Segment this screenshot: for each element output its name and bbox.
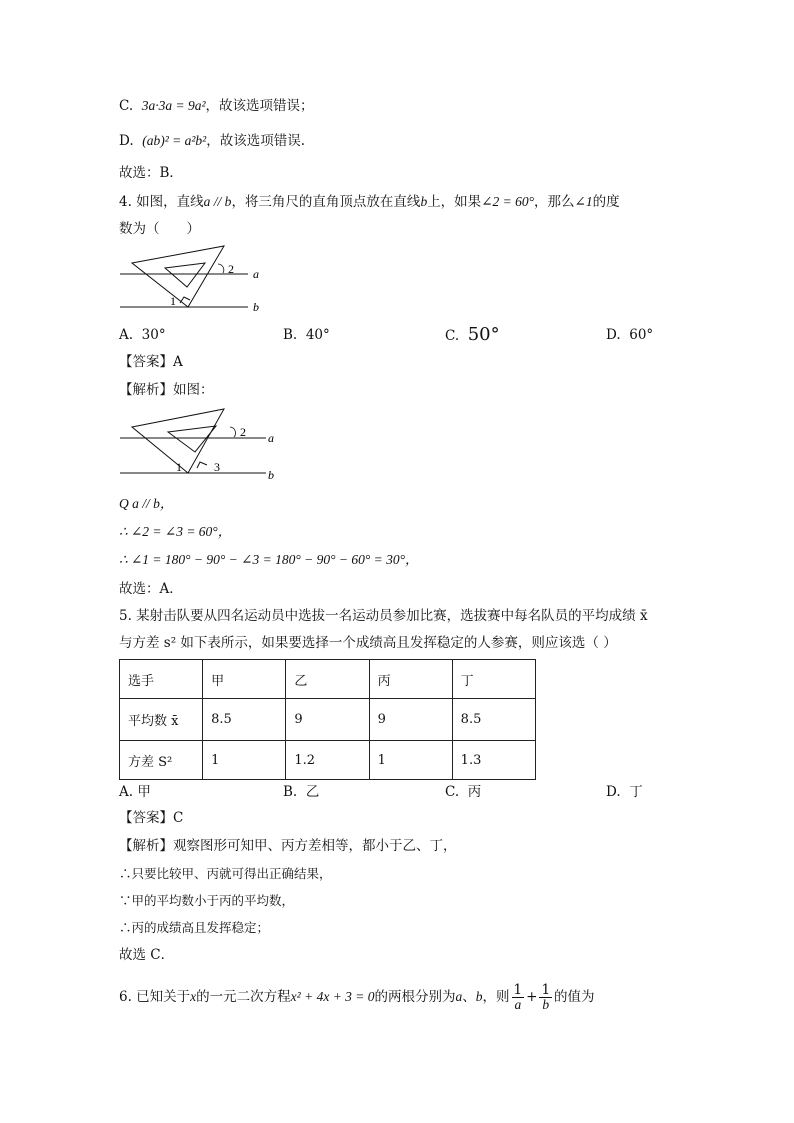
q4-stem-line2: 数为（ ）: [119, 221, 200, 237]
label-1: 1: [170, 294, 176, 308]
q4-option-a: A. 30°: [119, 327, 166, 343]
table-cell: 乙: [286, 660, 369, 699]
q5-option-b: B. 乙: [283, 784, 320, 800]
table-cell: 8.5: [452, 699, 535, 741]
q4-option-b: B. 40°: [283, 327, 330, 343]
angle-2-arc: [218, 264, 224, 273]
q4-option-d: D. 60°: [606, 327, 654, 343]
label-2: 2: [240, 425, 246, 439]
q4-option-c: C. 50°: [445, 324, 500, 345]
q4-analysis-head: 【解析】如图：: [119, 382, 214, 398]
q4-answer: 【答案】A: [119, 354, 183, 370]
set-square-inner: [165, 263, 205, 287]
table-header-row: [120, 660, 536, 699]
q5-option-a: A. 甲: [119, 784, 151, 800]
q4-step-1: Q a // b，: [119, 496, 174, 511]
label-a: a: [268, 431, 274, 445]
table-cell: 平均数 x̄: [120, 699, 203, 741]
angle-2-arc: [230, 427, 236, 437]
label-b: b: [268, 468, 274, 482]
table-cell: 9: [286, 699, 369, 741]
q5-step-1: ∴只要比较甲、丙就可得出正确结果，: [119, 866, 332, 881]
q6-stem: 6. 已知关于x的一元二次方程x² + 4x + 3 = 0的两根分别为a、b，则 $\frac{1}{a}$ + $\frac{1}{b}$ 的值为: [119, 982, 595, 1012]
table-cell: 8.5: [203, 699, 286, 741]
label-3: 3: [214, 460, 220, 474]
fraction-one-over-b: $\frac{1}{b}$: [541, 982, 551, 1012]
q5-step-3: ∴丙的成绩高且发挥稳定；: [119, 920, 270, 935]
option-c-expression: 3a·3a = 9a²: [141, 98, 206, 113]
label-a: a: [253, 267, 259, 281]
prev-answer: 故选：B．: [119, 165, 183, 181]
q5-stem-line2: 与方差 s² 如下表所示，如果要选择一个成绩高且发挥稳定的人参赛，则应该选（ ）: [119, 635, 617, 651]
label-2: 2: [228, 262, 234, 276]
table-row: [120, 741, 536, 780]
q4-step-2: ∴ ∠2 = ∠3 = 60°，: [119, 524, 232, 539]
table-cell: 丁: [452, 660, 535, 699]
q5-option-d: D. 丁: [606, 784, 643, 800]
q6-equation: x² + 4x + 3 = 0: [290, 989, 375, 1004]
q4-step-3: ∴ ∠1 = 180° − 90° − ∠3 = 180° − 90° − 60° = 30°，: [119, 552, 419, 567]
table-cell: 甲: [203, 660, 286, 699]
table-cell: 9: [369, 699, 452, 741]
table-cell: 1: [203, 741, 286, 780]
label-b: b: [253, 300, 259, 314]
table-cell: 1.3: [452, 741, 535, 780]
right-angle-mark: [197, 462, 207, 468]
table-cell: 1: [369, 741, 452, 780]
q4-figure: [118, 242, 278, 317]
q4-analysis-figure: [118, 405, 288, 485]
q5-step-2: ∵甲的平均数小于丙的平均数，: [119, 893, 295, 908]
option-c-line: C. 3a·3a = 9a²，故该选项错误；: [119, 98, 314, 114]
table-cell: 选手: [120, 660, 203, 699]
q5-stem: 5. 某射击队要从四名运动员中选拔一名运动员参加比赛，选拔赛中每名队员的平均成绩 x̄: [119, 608, 648, 624]
table-row: [120, 699, 536, 741]
table-cell: 方差 S²: [120, 741, 203, 780]
q5-option-c: C. 丙: [445, 784, 482, 800]
q5-answer: 【答案】C: [119, 810, 184, 826]
set-square-inner: [168, 426, 216, 452]
q4-stem: 4. 如图，直线a // b，将三角尺的直角顶点放在直线b上，如果∠2 = 60°，那么∠1的度: [119, 194, 620, 210]
q4-choose: 故选：A．: [119, 581, 183, 597]
fraction-one-over-a: $\frac{1}{a}$: [513, 982, 523, 1012]
q5-table: [119, 659, 536, 780]
table-cell: 丙: [369, 660, 452, 699]
option-d-line: D. (ab)² = a²b²，故该选项错误.: [119, 133, 306, 149]
option-d-expression: (ab)² = a²b²: [142, 133, 207, 148]
set-square-outer: [132, 246, 224, 307]
table-cell: 1.2: [286, 741, 369, 780]
label-1: 1: [176, 460, 182, 474]
q5-analysis: 【解析】观察图形可知甲、丙方差相等，都小于乙、丁，: [119, 838, 457, 854]
q5-choose: 故选 C．: [119, 947, 175, 963]
